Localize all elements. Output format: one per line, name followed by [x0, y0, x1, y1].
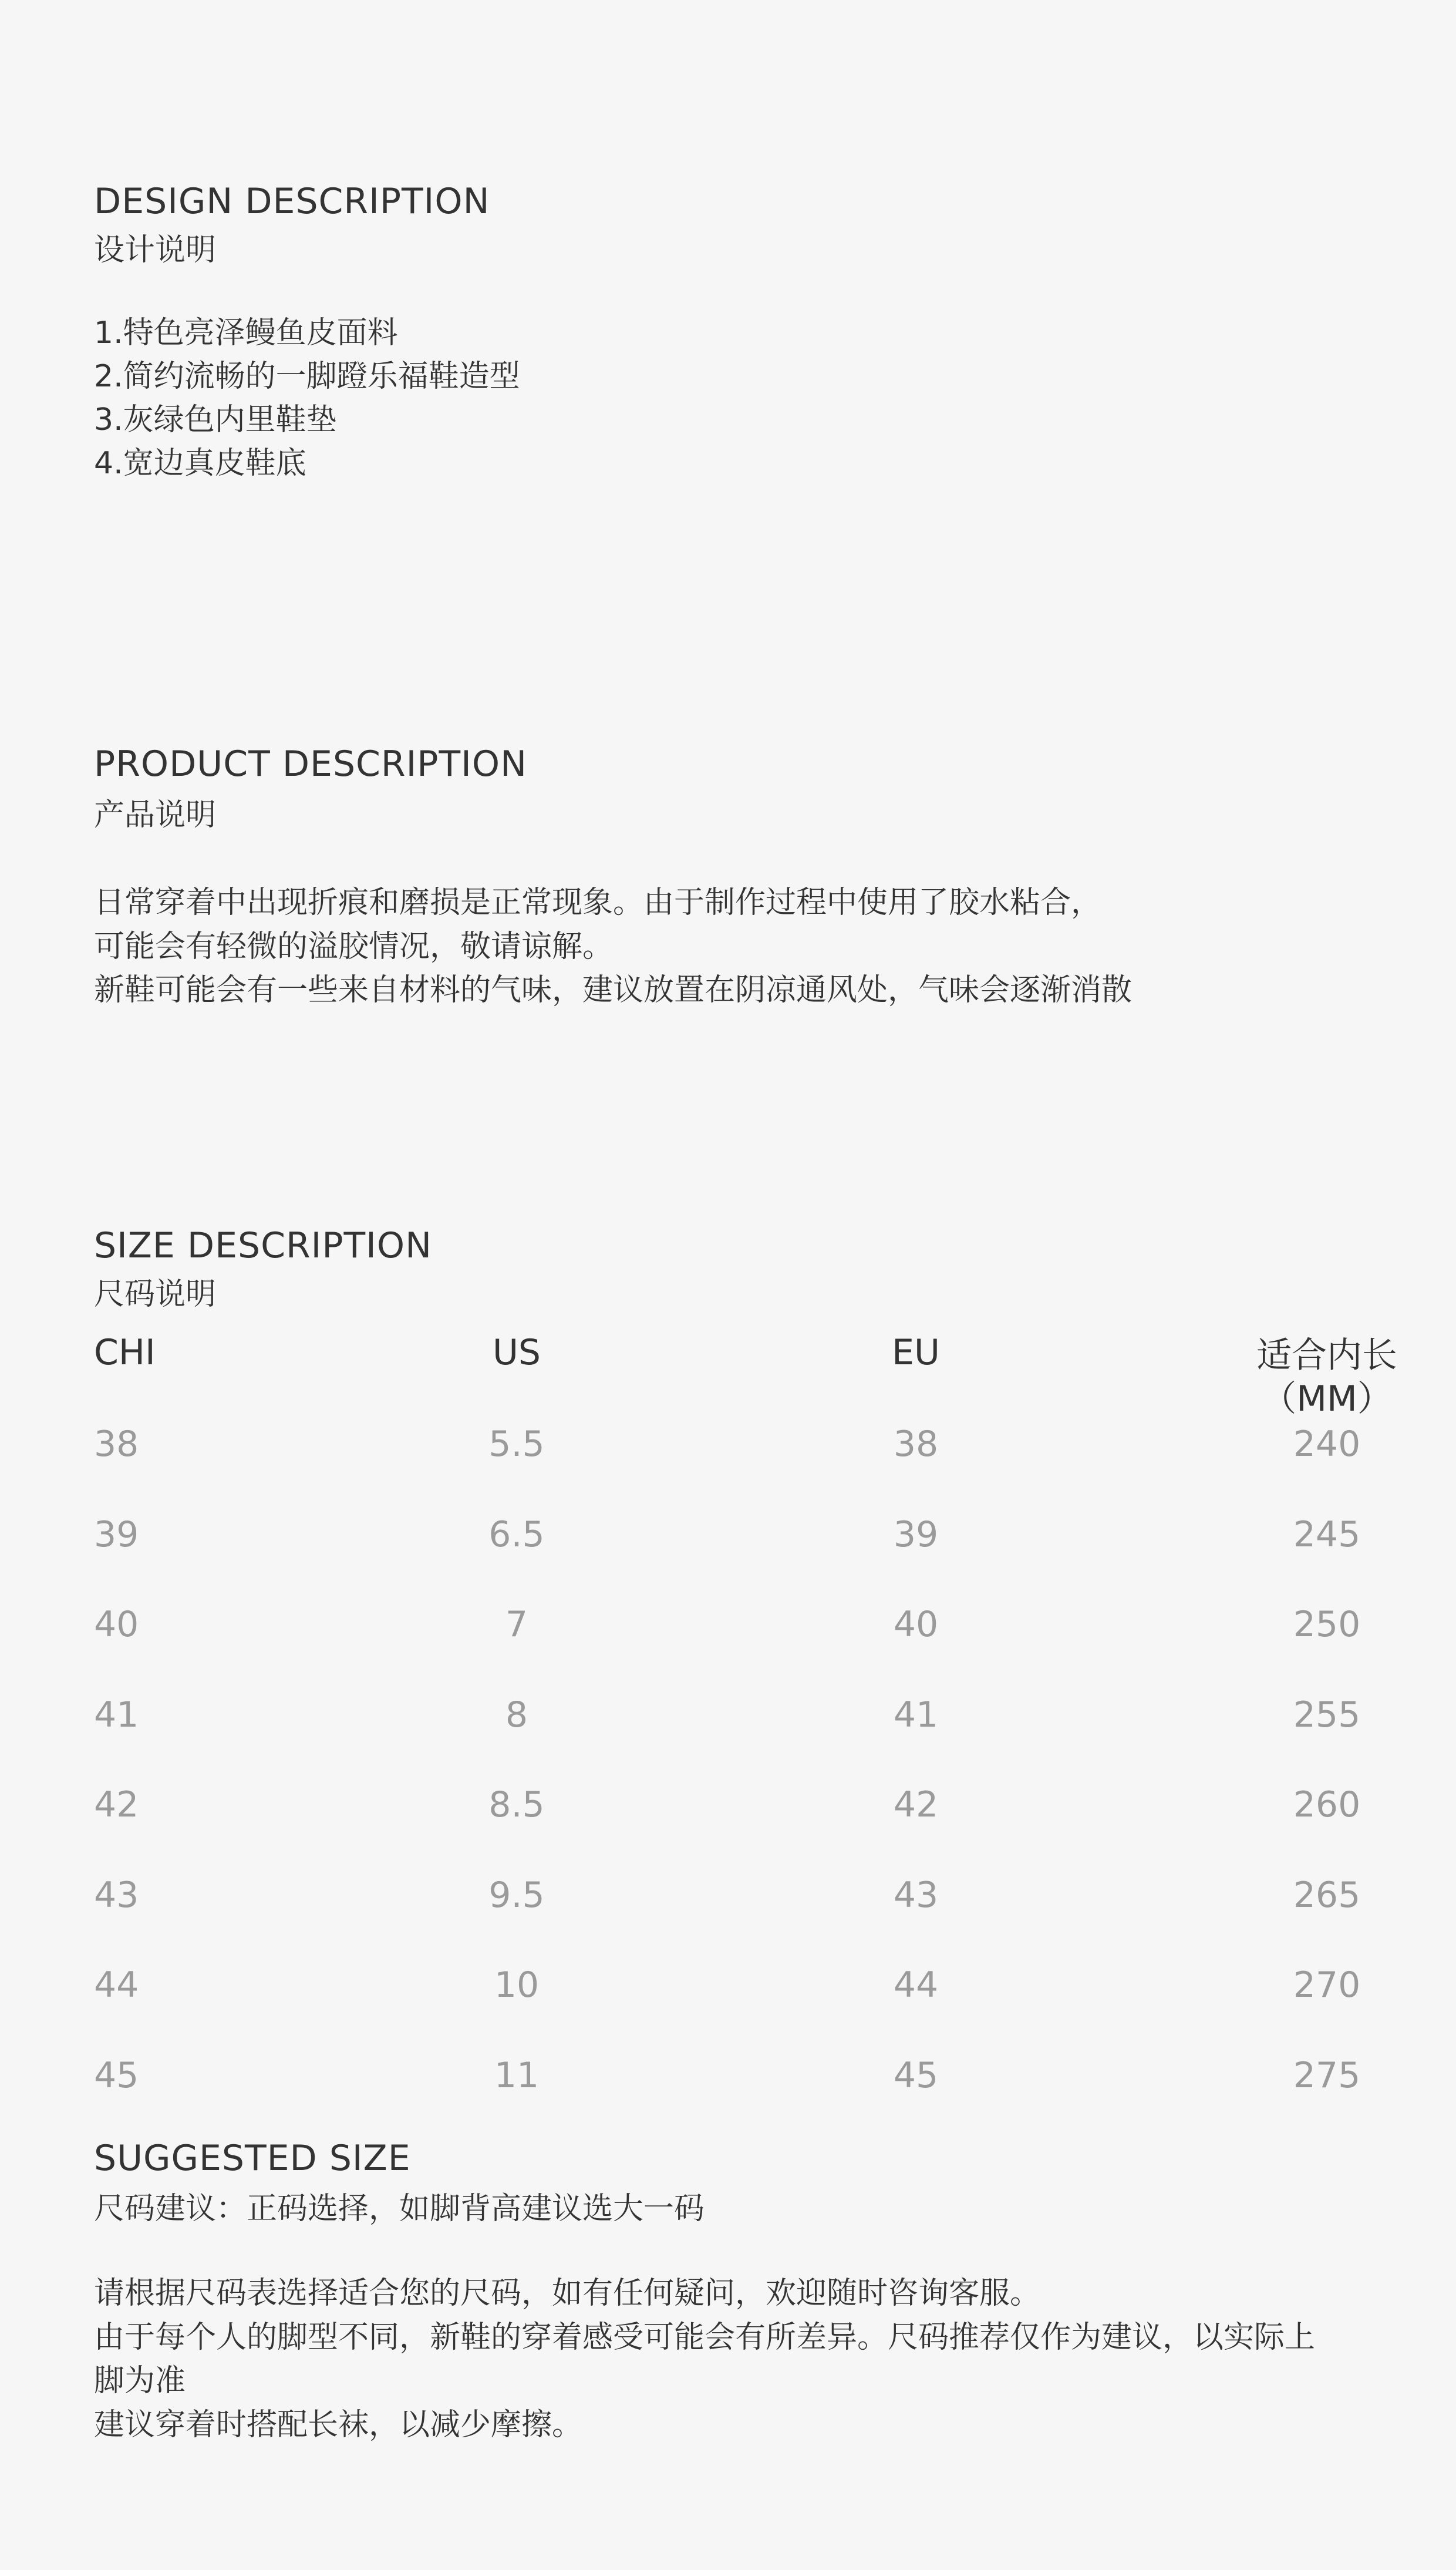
product-title-en: PRODUCT DESCRIPTION	[94, 744, 527, 785]
size-cell-mm: 270	[1293, 1964, 1361, 2006]
design-item: 4.宽边真皮鞋底	[94, 446, 306, 481]
suggested-line: 建议穿着时搭配长袜，以减少摩擦。	[94, 2407, 583, 2443]
size-cell-mm: 260	[1293, 1784, 1361, 1825]
size-cell-eu: 41	[893, 1694, 939, 1735]
design-item: 2.简约流畅的一脚蹬乐福鞋造型	[94, 359, 520, 394]
size-cell-mm: 255	[1293, 1694, 1361, 1735]
size-cell-mm: 250	[1293, 1604, 1361, 1645]
product-line: 新鞋可能会有一些来自材料的气味，建议放置在阴凉通风处，气味会逐渐消散	[94, 973, 1133, 1008]
suggested-line: 由于每个人的脚型不同，新鞋的穿着感受可能会有所差异。尺码推荐仅作为建议，以实际上	[94, 2320, 1316, 2355]
size-cell-eu: 42	[893, 1784, 939, 1825]
size-cell-us: 9.5	[488, 1875, 545, 1916]
size-cell-us: 7	[505, 1604, 528, 1645]
size-cell-chi: 41	[94, 1694, 139, 1735]
product-line: 日常穿着中出现折痕和磨损是正常现象。由于制作过程中使用了胶水粘合，	[94, 885, 1102, 920]
size-cell-eu: 44	[893, 1964, 939, 2006]
size-cell-mm: 275	[1293, 2055, 1361, 2096]
size-header-chi: CHI	[94, 1332, 156, 1373]
size-cell-chi: 44	[94, 1964, 139, 2006]
size-cell-mm: 240	[1293, 1424, 1361, 1465]
size-cell-eu: 40	[893, 1604, 939, 1645]
size-cell-chi: 39	[94, 1514, 139, 1555]
suggested-line: 请根据尺码表选择适合您的尺码，如有任何疑问，欢迎随时咨询客服。	[94, 2276, 1041, 2311]
size-cell-eu: 43	[893, 1875, 939, 1916]
size-cell-us: 11	[494, 2055, 540, 2096]
size-title-zh: 尺码说明	[94, 1277, 217, 1312]
size-cell-mm: 265	[1293, 1875, 1361, 1916]
size-header-length-unit: （MM）	[1261, 1378, 1393, 1419]
size-cell-chi: 43	[94, 1875, 139, 1916]
size-cell-chi: 42	[94, 1784, 139, 1825]
product-line: 可能会有轻微的溢胶情况，敬请谅解。	[94, 929, 614, 964]
size-header-length: 适合内长	[1256, 1335, 1397, 1376]
size-header-eu: EU	[892, 1332, 940, 1373]
size-cell-us: 6.5	[488, 1514, 545, 1555]
design-item: 3.灰绿色内里鞋垫	[94, 402, 337, 438]
size-cell-eu: 45	[893, 2055, 939, 2096]
size-title-en: SIZE DESCRIPTION	[94, 1225, 432, 1266]
suggested-advice: 尺码建议：正码选择，如脚背高建议选大一码	[94, 2191, 705, 2226]
size-header-us: US	[492, 1332, 541, 1373]
size-cell-eu: 39	[893, 1514, 939, 1555]
product-title-zh: 产品说明	[94, 798, 217, 833]
size-cell-mm: 245	[1293, 1514, 1361, 1555]
size-cell-us: 8.5	[488, 1784, 545, 1825]
design-title-zh: 设计说明	[94, 233, 217, 268]
size-cell-us: 5.5	[488, 1424, 545, 1465]
size-cell-chi: 40	[94, 1604, 139, 1645]
design-title-en: DESIGN DESCRIPTION	[94, 181, 490, 222]
design-item: 1.特色亮泽鳗鱼皮面料	[94, 315, 398, 351]
size-cell-eu: 38	[893, 1424, 939, 1465]
size-cell-us: 10	[494, 1964, 540, 2006]
size-cell-chi: 38	[94, 1424, 139, 1465]
suggested-line: 脚为准	[94, 2363, 186, 2399]
size-cell-chi: 45	[94, 2055, 139, 2096]
size-cell-us: 8	[505, 1694, 528, 1735]
suggested-title-en: SUGGESTED SIZE	[94, 2138, 411, 2179]
